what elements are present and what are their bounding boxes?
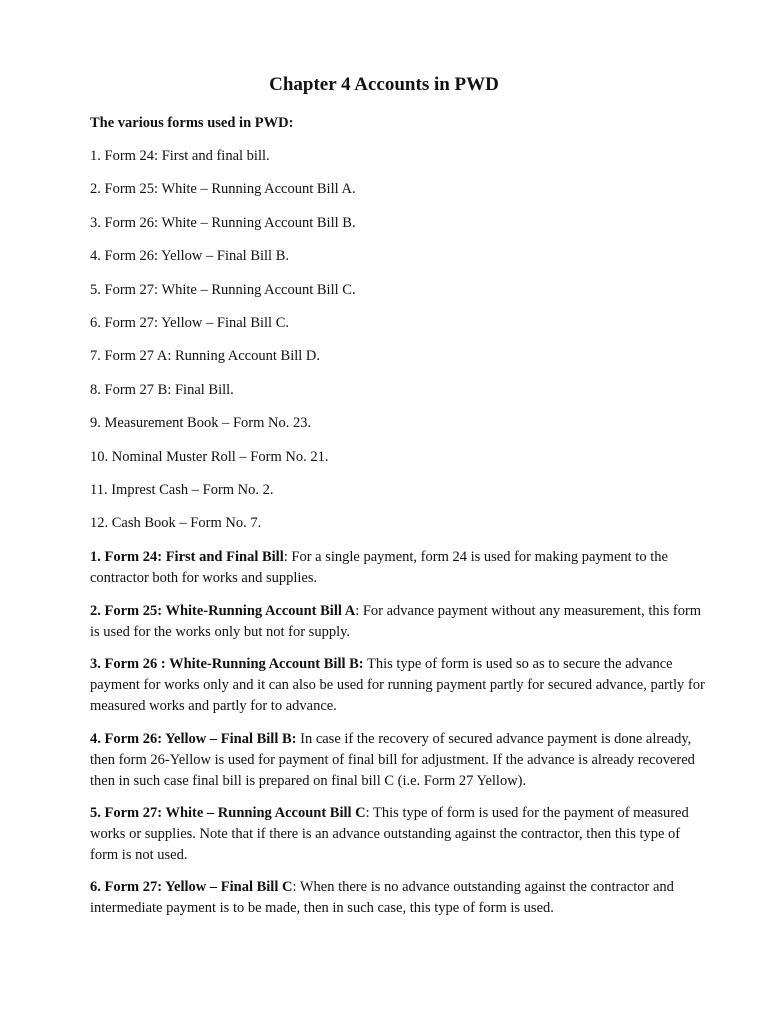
- form-description-text: : For advance payment without any measurement, this form is used for the works only but not for supply.: [90, 603, 702, 640]
- form-description: [90, 547, 706, 589]
- form-description-heading: 2. Form 25: White-Running Account Bill A: [90, 603, 356, 619]
- form-description-text: In case if the recovery of secured advance payment is done already, then form 26-Yellow is used for payment of final bill for adjustment. If the advance is already recovered then in such case final bill is prepared on final bill C (i.e. Form 27 Yellow).: [90, 731, 695, 789]
- form-description-text: : This type of form is used for the payment of measured works or supplies. Note that if there is an advance outstanding against the contractor, then this type of form is not used.: [90, 805, 689, 863]
- list-item: 10. Nominal Muster Roll – Form No. 21.: [90, 448, 329, 465]
- form-description-heading: 5. Form 27: White – Running Account Bill C: [90, 805, 366, 821]
- form-description: [90, 803, 706, 866]
- list-item: 5. Form 27: White – Running Account Bill C.: [90, 281, 356, 298]
- form-description: [90, 601, 706, 643]
- list-item: 11. Imprest Cash – Form No. 2.: [90, 481, 274, 498]
- list-item: 1. Form 24: First and final bill.: [90, 148, 270, 164]
- form-description-text: : When there is no advance outstanding against the contractor and intermediate payment is to be made, then in such case, this type of form is used.: [90, 879, 674, 916]
- list-item: 2. Form 25: White – Running Account Bill A.: [90, 181, 356, 198]
- form-description: [90, 654, 706, 717]
- list-item: 8. Form 27 B: Final Bill.: [90, 381, 234, 398]
- list-item: 4. Form 26: Yellow – Final Bill B.: [90, 248, 290, 265]
- form-description-heading: 4. Form 26: Yellow – Final Bill B:: [90, 731, 297, 747]
- form-description-heading: 1. Form 24: First and Final Bill: [90, 549, 284, 565]
- list-item: 12. Cash Book – Form No. 7.: [90, 515, 262, 532]
- form-description-text: : For a single payment, form 24 is used for making payment to the contractor both for works and supplies.: [90, 549, 668, 586]
- form-description: [90, 729, 706, 792]
- list-item: 6. Form 27: Yellow – Final Bill C.: [90, 314, 290, 331]
- section-subtitle: The various forms used in PWD:: [90, 115, 294, 131]
- forms-list: [90, 146, 356, 547]
- list-item: 7. Form 27 A: Running Account Bill D.: [90, 348, 320, 365]
- page-title: Chapter 4 Accounts in PWD: [269, 74, 499, 95]
- form-description-heading: 3. Form 26 : White-Running Account Bill B:: [90, 656, 364, 672]
- form-description-text: This type of form is used so as to secure the advance payment for works only and it can also be used for running payment partly for secured advance, partly for measured works and partly for to advance.: [90, 656, 705, 714]
- list-item: 9. Measurement Book – Form No. 23.: [90, 415, 312, 432]
- form-description-heading: 6. Form 27: Yellow – Final Bill C: [90, 879, 293, 895]
- list-item: 3. Form 26: White – Running Account Bill B.: [90, 214, 356, 231]
- form-description: [90, 877, 706, 919]
